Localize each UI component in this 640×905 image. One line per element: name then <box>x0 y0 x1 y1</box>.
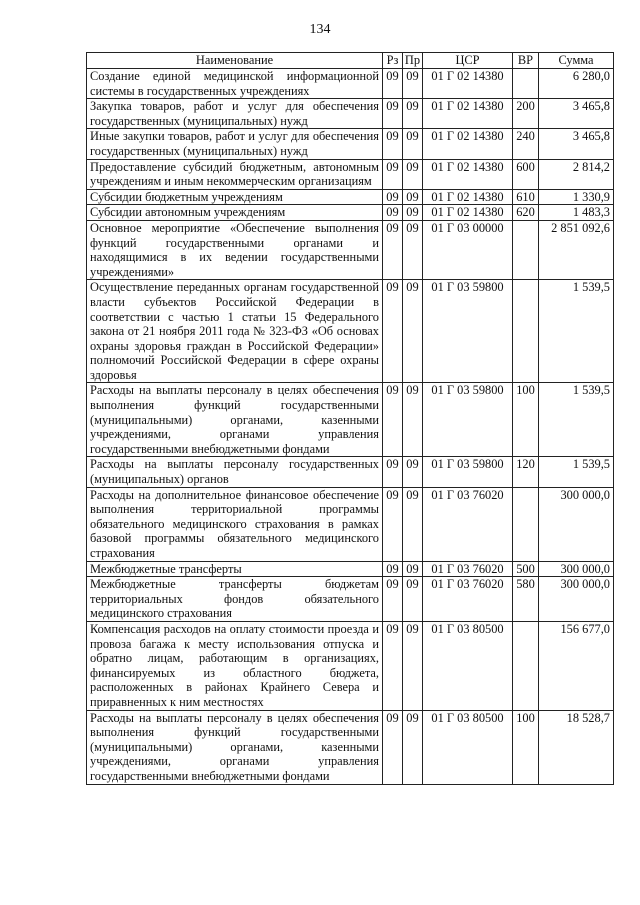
row-name: Межбюджетные трансферты бюджетам территориальных фондов обязательного медицинского страхования <box>87 577 383 622</box>
row-name: Осуществление переданных органам государственной власти субъектов Российской Федерации в соответствии с частью 1 статьи 15 Федерального закона от 21 ноября 2011 года № 323-ФЗ «Об основах охраны здоровья граждан в Российской Федерации» полномочий Российской Федерации в сфере охраны здоровья <box>87 280 383 383</box>
row-pr: 09 <box>403 457 423 487</box>
row-csr: 01 Г 02 14380 <box>423 129 513 159</box>
table-row <box>87 710 614 784</box>
row-csr: 01 Г 03 59800 <box>423 383 513 457</box>
row-csr: 01 Г 02 14380 <box>423 99 513 129</box>
row-sum: 18 528,7 <box>539 710 614 784</box>
table-row <box>87 621 614 710</box>
row-rz: 09 <box>383 280 403 383</box>
table-row <box>87 457 614 487</box>
row-pr: 09 <box>403 487 423 561</box>
row-vr: 240 <box>513 129 539 159</box>
page-number: 134 <box>309 22 331 37</box>
row-pr: 09 <box>403 280 423 383</box>
row-vr <box>513 621 539 710</box>
row-name: Расходы на выплаты персоналу государственных (муниципальных) органов <box>87 457 383 487</box>
row-pr: 09 <box>403 99 423 129</box>
row-vr: 580 <box>513 577 539 622</box>
row-sum: 156 677,0 <box>539 621 614 710</box>
budget-table <box>86 52 614 785</box>
row-pr: 09 <box>403 159 423 189</box>
row-sum: 2 814,2 <box>539 159 614 189</box>
row-vr: 500 <box>513 561 539 577</box>
row-sum: 300 000,0 <box>539 561 614 577</box>
row-rz: 09 <box>383 220 403 279</box>
row-sum: 1 483,3 <box>539 205 614 221</box>
header-rz: Рз <box>383 53 403 69</box>
row-vr: 120 <box>513 457 539 487</box>
table-body <box>87 69 614 785</box>
table-row <box>87 129 614 159</box>
row-pr: 09 <box>403 189 423 205</box>
row-vr <box>513 69 539 99</box>
row-sum: 1 539,5 <box>539 457 614 487</box>
row-pr: 09 <box>403 129 423 159</box>
row-csr: 01 Г 02 14380 <box>423 159 513 189</box>
row-sum: 1 539,5 <box>539 383 614 457</box>
table-row <box>87 205 614 221</box>
row-name: Компенсация расходов на оплату стоимости проезда и провоза багажа к месту использования отпуска и обратно лицам, работающим в организациях, финансируемых из областного бюджета, расположенных в районах Крайнего Севера и приравненных к ним местностях <box>87 621 383 710</box>
row-vr <box>513 487 539 561</box>
row-name: Создание единой медицинской информационной системы в государственных учреждениях <box>87 69 383 99</box>
header-csr: ЦСР <box>423 53 513 69</box>
row-name: Расходы на дополнительное финансовое обеспечение выполнения территориальной программы обязательного медицинского страхования в рамках базовой программы обязательного медицинского страхования <box>87 487 383 561</box>
table-row <box>87 561 614 577</box>
row-pr: 09 <box>403 69 423 99</box>
table-row <box>87 69 614 99</box>
row-csr: 01 Г 02 14380 <box>423 189 513 205</box>
row-name: Предоставление субсидий бюджетным, автономным учреждениям и иным некоммерческим организациям <box>87 159 383 189</box>
row-rz: 09 <box>383 621 403 710</box>
row-vr: 610 <box>513 189 539 205</box>
table-row <box>87 383 614 457</box>
row-csr: 01 Г 03 59800 <box>423 457 513 487</box>
row-sum: 300 000,0 <box>539 577 614 622</box>
row-sum: 3 465,8 <box>539 129 614 159</box>
row-rz: 09 <box>383 129 403 159</box>
row-name: Основное мероприятие «Обеспечение выполнения функций государственными органами и находящимися в их ведении государственными учреждениями» <box>87 220 383 279</box>
row-rz: 09 <box>383 487 403 561</box>
row-vr: 200 <box>513 99 539 129</box>
row-rz: 09 <box>383 561 403 577</box>
row-csr: 01 Г 03 76020 <box>423 487 513 561</box>
row-name: Субсидии бюджетным учреждениям <box>87 189 383 205</box>
header-vr: ВР <box>513 53 539 69</box>
table-row <box>87 189 614 205</box>
row-pr: 09 <box>403 710 423 784</box>
header-name: Наименование <box>87 53 383 69</box>
row-name: Субсидии автономным учреждениям <box>87 205 383 221</box>
row-pr: 09 <box>403 561 423 577</box>
row-name: Иные закупки товаров, работ и услуг для обеспечения государственных (муниципальных) нужд <box>87 129 383 159</box>
row-csr: 01 Г 03 59800 <box>423 280 513 383</box>
row-pr: 09 <box>403 621 423 710</box>
row-sum: 1 539,5 <box>539 280 614 383</box>
table-header-row <box>87 53 614 69</box>
row-rz: 09 <box>383 710 403 784</box>
row-rz: 09 <box>383 205 403 221</box>
row-sum: 2 851 092,6 <box>539 220 614 279</box>
row-csr: 01 Г 02 14380 <box>423 205 513 221</box>
row-csr: 01 Г 03 76020 <box>423 561 513 577</box>
row-rz: 09 <box>383 159 403 189</box>
row-csr: 01 Г 03 80500 <box>423 621 513 710</box>
row-pr: 09 <box>403 577 423 622</box>
row-csr: 01 Г 03 00000 <box>423 220 513 279</box>
row-sum: 6 280,0 <box>539 69 614 99</box>
row-rz: 09 <box>383 99 403 129</box>
row-csr: 01 Г 03 80500 <box>423 710 513 784</box>
header-pr: Пр <box>403 53 423 69</box>
table-row <box>87 280 614 383</box>
row-name: Расходы на выплаты персоналу в целях обеспечения выполнения функций государственными (муниципальными) органами, казенными учреждениями, органами управления государственными внебюджетными фондами <box>87 383 383 457</box>
row-name: Расходы на выплаты персоналу в целях обеспечения выполнения функций государственными (муниципальными) органами, казенными учреждениями, органами управления государственными внебюджетными фондами <box>87 710 383 784</box>
row-csr: 01 Г 02 14380 <box>423 69 513 99</box>
table-row <box>87 220 614 279</box>
row-vr: 620 <box>513 205 539 221</box>
row-rz: 09 <box>383 69 403 99</box>
row-vr: 100 <box>513 383 539 457</box>
row-rz: 09 <box>383 383 403 457</box>
row-rz: 09 <box>383 457 403 487</box>
row-name: Закупка товаров, работ и услуг для обеспечения государственных (муниципальных) нужд <box>87 99 383 129</box>
table-row <box>87 577 614 622</box>
row-rz: 09 <box>383 189 403 205</box>
row-vr: 600 <box>513 159 539 189</box>
row-rz: 09 <box>383 577 403 622</box>
table-row <box>87 487 614 561</box>
row-sum: 300 000,0 <box>539 487 614 561</box>
header-sum: Сумма <box>539 53 614 69</box>
row-vr <box>513 220 539 279</box>
row-name: Межбюджетные трансферты <box>87 561 383 577</box>
row-vr <box>513 280 539 383</box>
row-pr: 09 <box>403 220 423 279</box>
row-pr: 09 <box>403 205 423 221</box>
table-row <box>87 159 614 189</box>
row-vr: 100 <box>513 710 539 784</box>
row-sum: 3 465,8 <box>539 99 614 129</box>
row-sum: 1 330,9 <box>539 189 614 205</box>
row-pr: 09 <box>403 383 423 457</box>
table-row <box>87 99 614 129</box>
row-csr: 01 Г 03 76020 <box>423 577 513 622</box>
